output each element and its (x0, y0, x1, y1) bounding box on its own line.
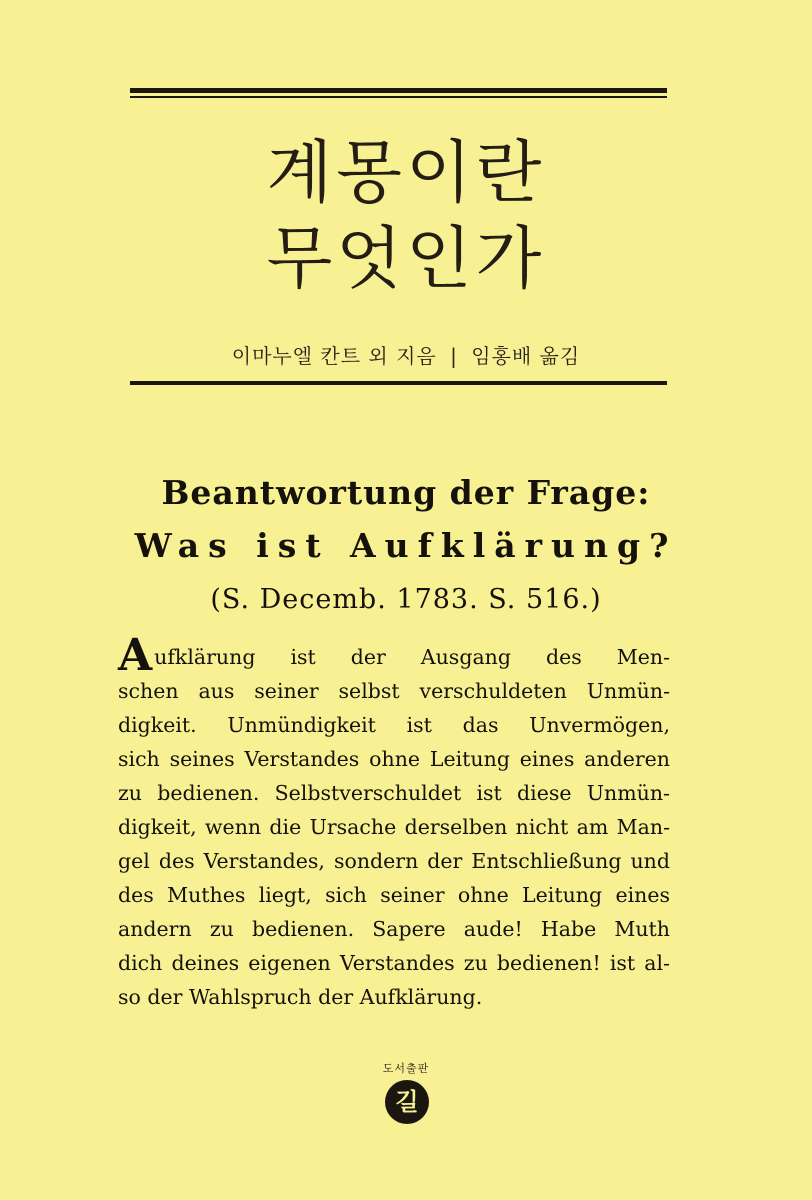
middle-rule (130, 381, 667, 385)
authors: 이마누엘 칸트 외 지음 (231, 344, 437, 368)
byline (0, 340, 812, 369)
top-rule-thin (130, 96, 667, 98)
excerpt-heading-1: Beantwortung der Frage: (161, 473, 651, 512)
passage-line: andern zu bedienen. Sapere aude! Habe Muth (118, 917, 670, 941)
excerpt-citation: (S. Decemb. 1783. S. 516.) (210, 584, 602, 615)
passage-line: sich seines Verstandes ohne Leitung eines anderen (118, 747, 670, 771)
passage-line: digkeit. Unmündigkeit ist das Unvermögen, (118, 713, 670, 737)
top-rule-thick (130, 88, 667, 93)
passage-line: schen aus seiner selbst verschuldeten Unmün- (118, 679, 670, 703)
passage-dropcap: A (118, 630, 153, 681)
translator: 임홍배 옮김 (471, 344, 581, 368)
passage-line-text: ufklärung ist der Ausgang des Men- (154, 645, 670, 669)
passage-line: gel des Verstandes, sondern der Entschließung und (118, 849, 670, 873)
publisher-logo: 길 (385, 1080, 429, 1124)
byline-separator: | (450, 344, 458, 368)
passage-line: digkeit, wenn die Ursache derselben nicht am Man- (118, 815, 670, 839)
excerpt-heading-2: Was ist Aufklärung? (134, 526, 678, 565)
passage-line: zu bedienen. Selbstverschuldet ist diese Unmün- (118, 781, 670, 805)
passage-line (118, 630, 670, 681)
excerpt-passage (118, 630, 670, 1014)
book-title-line-2: 무엇인가 (266, 220, 546, 299)
passage-line: dich deines eigenen Verstandes zu bedienen! ist al- (118, 951, 670, 975)
publisher-label: 도서출판 (382, 1062, 430, 1075)
passage-line: so der Wahlspruch der Aufklärung. (118, 985, 483, 1009)
book-title-line-1: 계몽이란 (266, 134, 546, 213)
passage-line: des Muthes liegt, sich seiner ohne Leitung eines (118, 883, 670, 907)
